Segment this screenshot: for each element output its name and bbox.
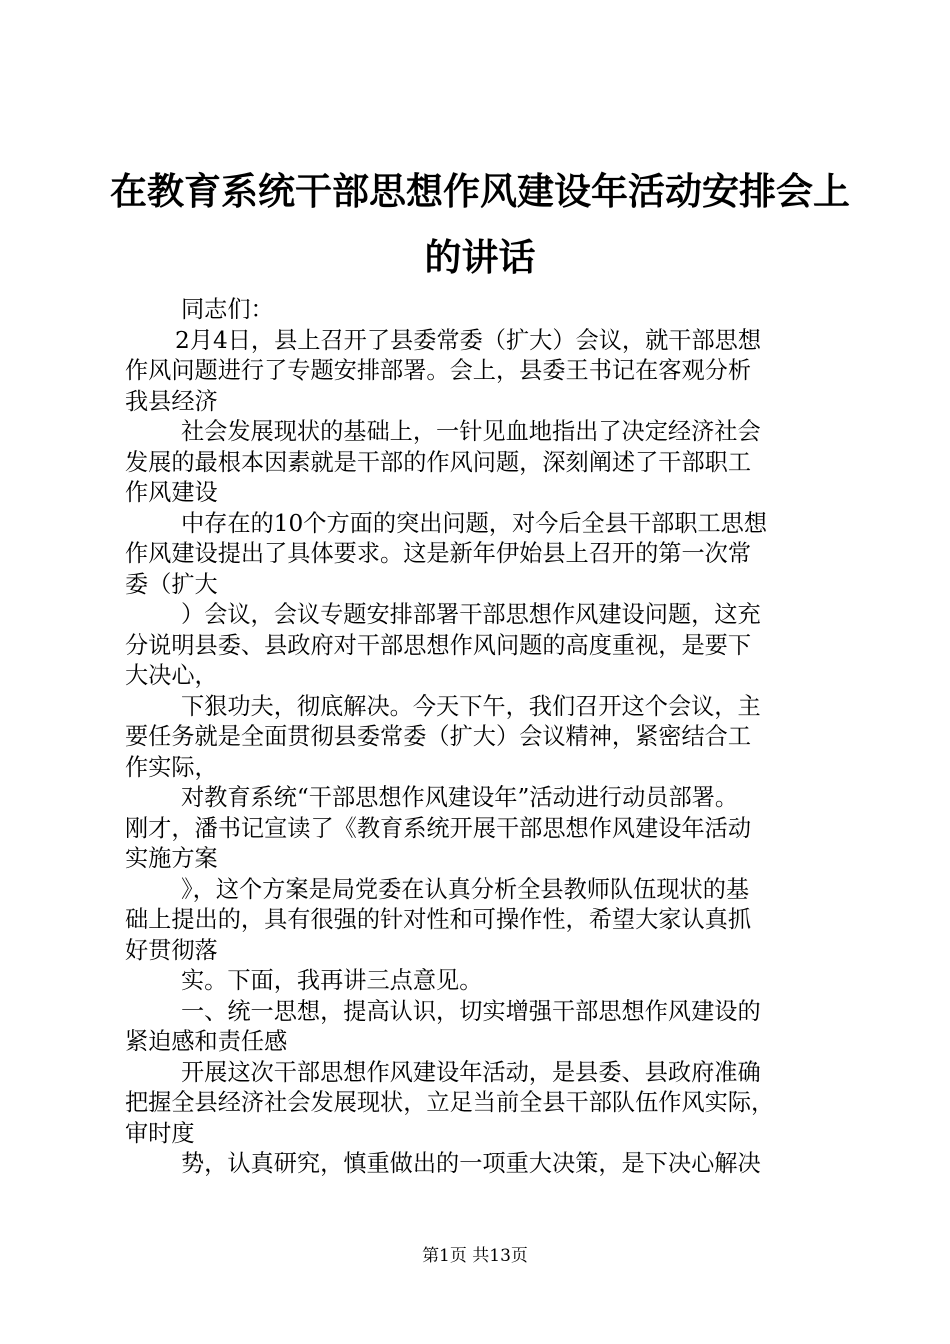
body-line: 刚才，潘书记宣读了《教育系统开展干部思想作风建设年活动 bbox=[125, 814, 752, 842]
body-line: 委（扩大 bbox=[125, 570, 218, 598]
body-line: 2月4日，县上召开了县委常委（扩大）会议，就干部思想 bbox=[175, 326, 762, 354]
title-line-1: 在教育系统干部思想作风建设年活动安排会上 bbox=[110, 169, 850, 213]
body-line: 审时度 bbox=[125, 1119, 195, 1147]
body-line: 础上提出的，具有很强的针对性和可操作性，希望大家认真抓 bbox=[125, 906, 752, 933]
body-line: 对教育系统“干部思想作风建设年”活动进行动员部署。 bbox=[181, 784, 739, 811]
body-line: 分说明县委、县政府对干部思想作风问题的高度重视，是要下 bbox=[125, 631, 752, 659]
body-line: 实。下面，我再讲三点意见。 bbox=[181, 967, 483, 994]
body-line: 一、统一思想，提高认识，切实增强干部思想作风建设的 bbox=[181, 997, 761, 1025]
body-line: 实施方案 bbox=[125, 845, 218, 872]
body-line: 开展这次干部思想作风建设年活动，是县委、县政府准确 bbox=[181, 1058, 761, 1086]
body-line: 发展的最根本因素就是干部的作风问题，深刻阐述了干部职工 bbox=[125, 448, 752, 476]
page-footer: 第1页 共13页 bbox=[422, 1246, 528, 1266]
body-line: 势，认真研究，慎重做出的一项重大决策，是下决心解决 bbox=[181, 1150, 761, 1177]
body-line: 我县经济 bbox=[125, 387, 218, 415]
body-line: 》，这个方案是局党委在认真分析全县教师队伍现状的基 bbox=[181, 875, 750, 903]
speech-body bbox=[125, 295, 835, 1180]
body-line: 要任务就是全面贯彻县委常委（扩大）会议精神，紧密结合工 bbox=[125, 723, 752, 750]
body-line: 大决心， bbox=[125, 662, 218, 689]
body-line: 好贯彻落 bbox=[125, 936, 218, 964]
body-line: 作风问题进行了专题安排部署。会上，县委王书记在客观分析 bbox=[125, 357, 752, 384]
body-line: 紧迫感和责任感 bbox=[125, 1028, 288, 1055]
document-title bbox=[110, 158, 850, 290]
body-line: 中存在的10个方面的突出问题，对今后全县干部职工思想 bbox=[181, 509, 768, 537]
body-line: ）会议，会议专题安排部署干部思想作风建设问题，这充 bbox=[181, 601, 761, 628]
body-line: 同志们： bbox=[181, 296, 274, 323]
body-line: 下狠功夫，彻底解决。今天下午，我们召开这个会议，主 bbox=[181, 692, 761, 720]
body-line: 作风建设 bbox=[125, 479, 218, 506]
body-line: 社会发展现状的基础上，一针见血地指出了决定经济社会 bbox=[181, 418, 761, 445]
body-line: 把握全县经济社会发展现状，立足当前全县干部队伍作风实际， bbox=[125, 1089, 775, 1116]
title-line-2: 的讲话 bbox=[424, 235, 536, 279]
body-line: 作风建设提出了具体要求。这是新年伊始县上召开的第一次常 bbox=[125, 540, 752, 567]
body-line: 作实际， bbox=[125, 753, 218, 781]
